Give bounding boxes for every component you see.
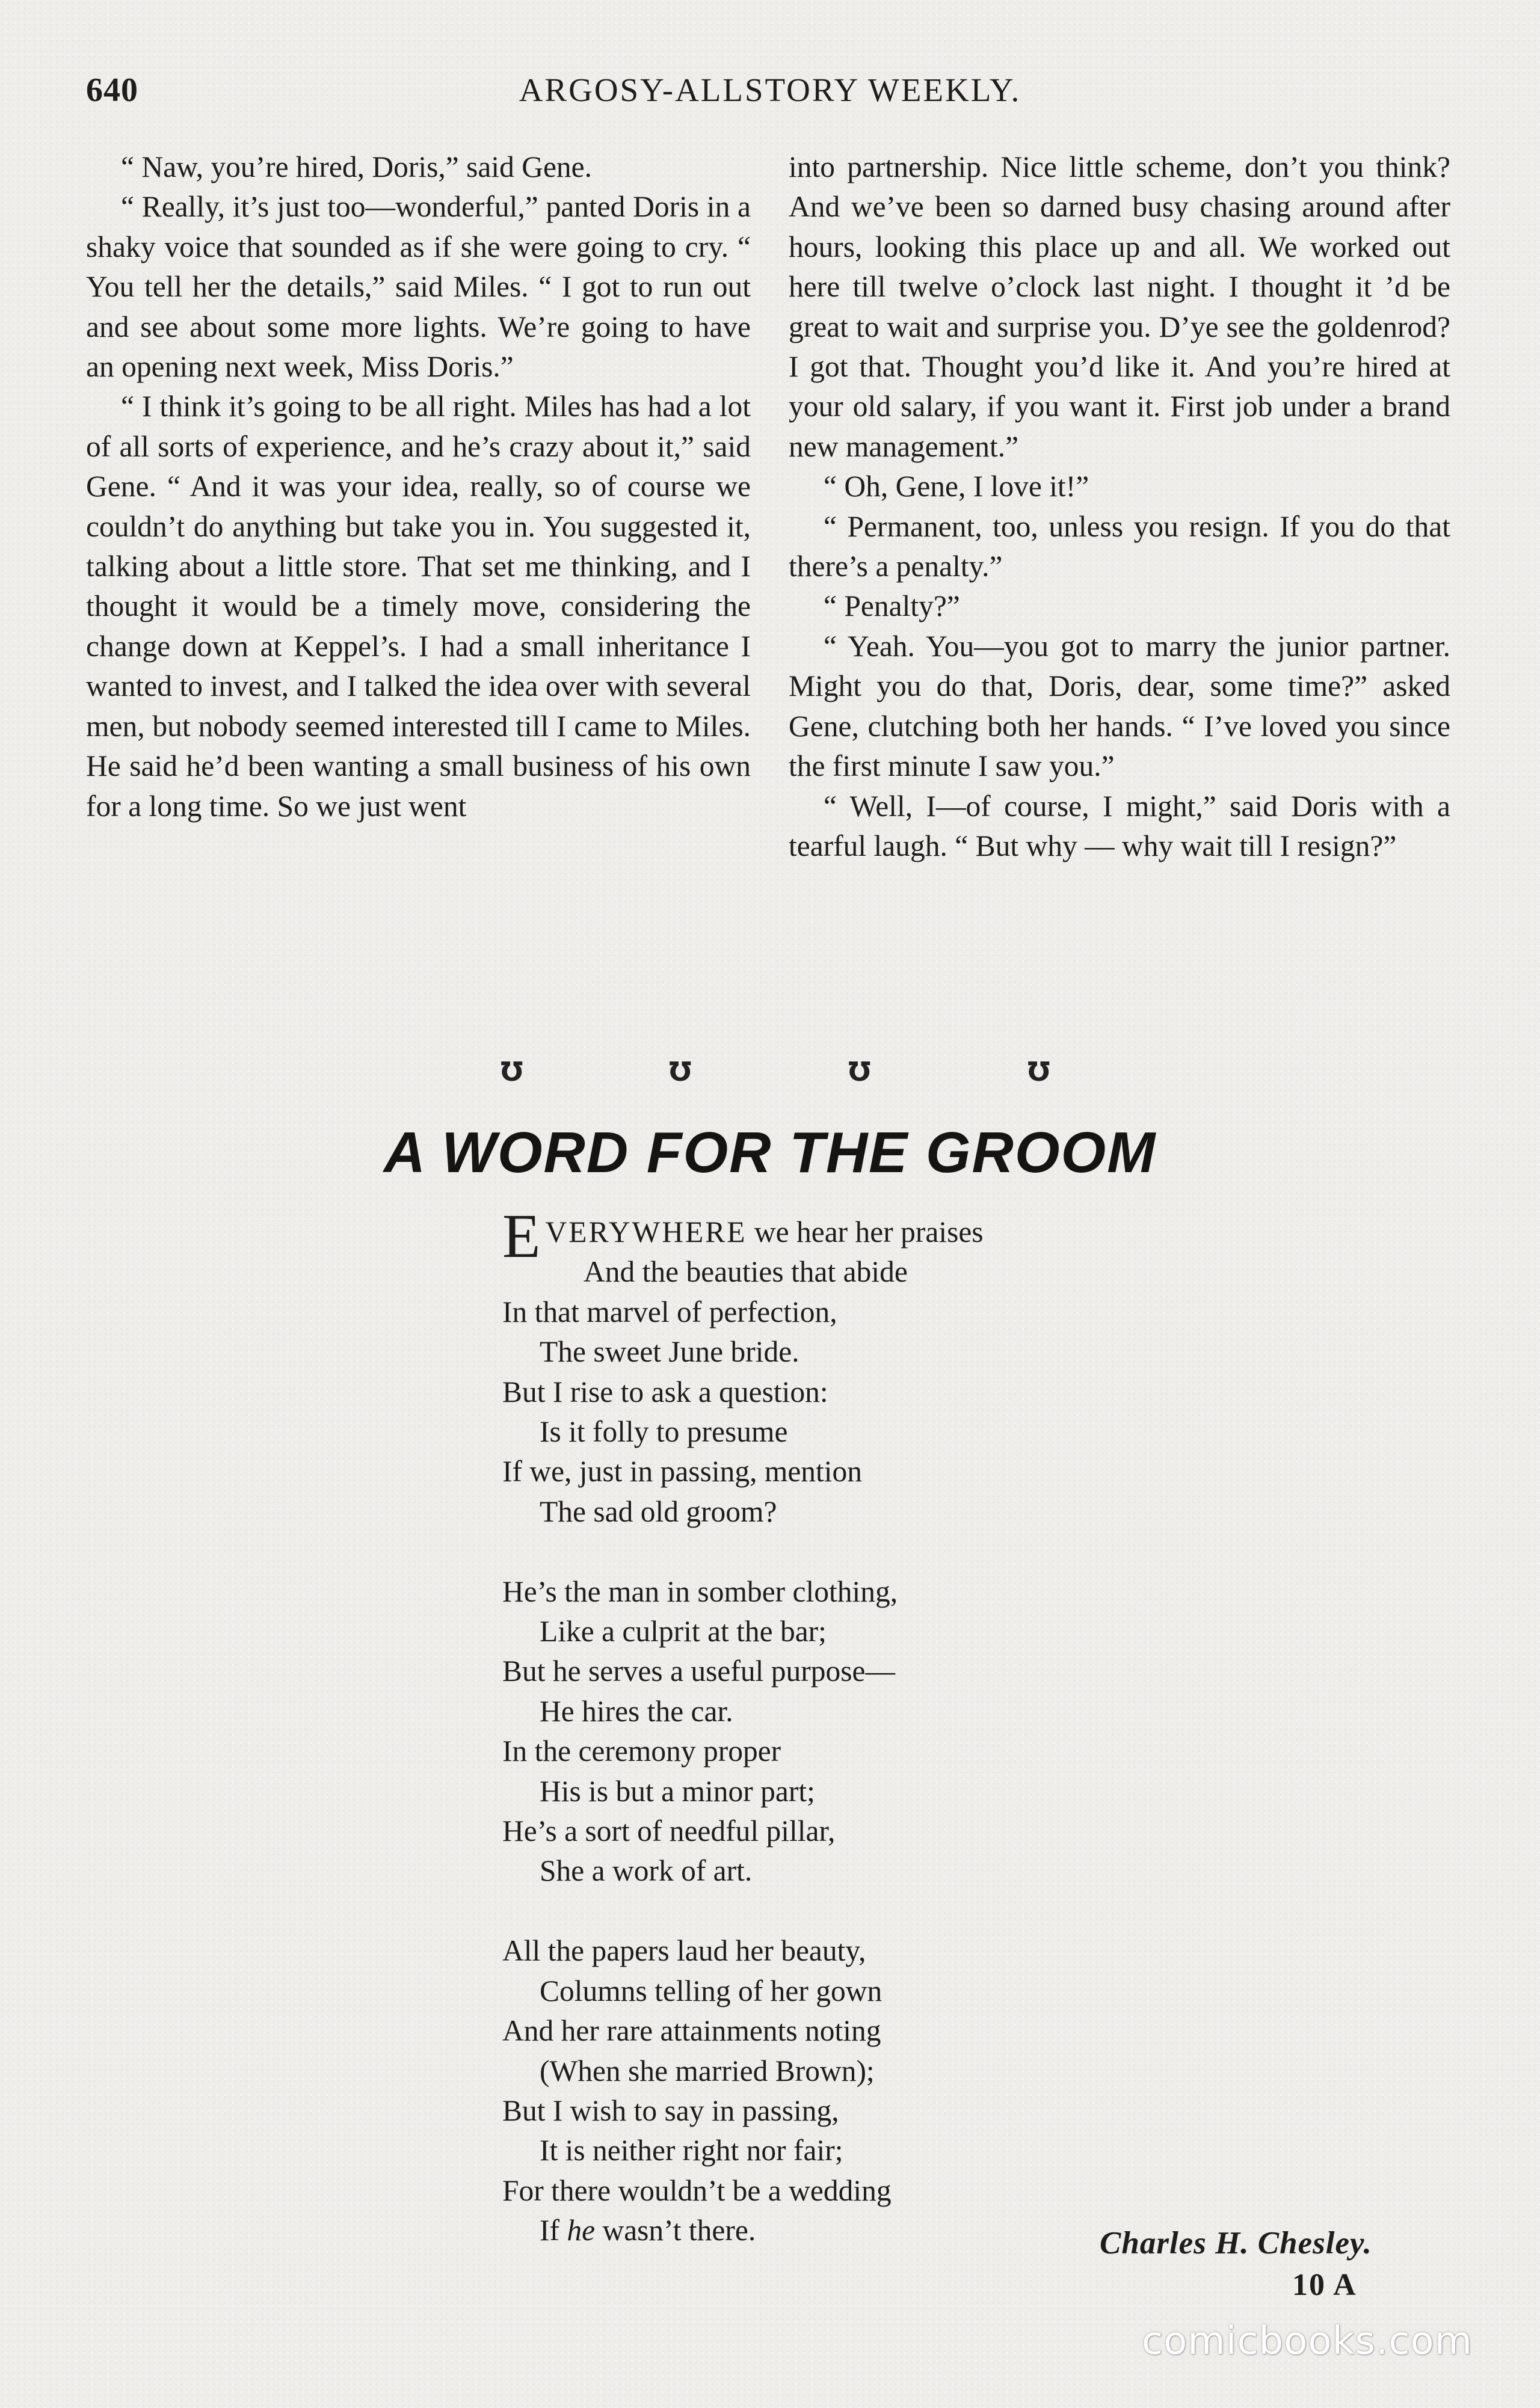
watermark: comicbooks.com <box>1142 2319 1473 2363</box>
horseshoe-ornament-icon: ℧ <box>500 1057 523 1087</box>
story-paragraph: “ I think it’s going to be all right. Miles has had a lot of all sorts of experience, and he’s crazy about it,” said Gene. “ And it was your idea, really, so of course we couldn’t do anything but take you in. You suggested it, talking about a little store. That set me thinking, and I thought it would be a timely move, considering the change down at Keppel’s. I had a small inheritance I wanted to invest, and I talked the idea over with several men, but nobody seemed interested till I came to Miles. He said he’d been wanting a small business of his own for a long time. So we just went <box>86 390 751 823</box>
ornament-row <box>0 1057 1540 1096</box>
poem-line: If we, just in passing, mention <box>502 1455 863 1488</box>
horseshoe-ornament-icon: ℧ <box>848 1057 871 1087</box>
poem-line: He’s a sort of needful pillar, <box>502 1814 836 1848</box>
story-right-column <box>789 147 1450 866</box>
poem-title: A WORD FOR THE GROOM <box>383 1120 1157 1185</box>
poem-line: But he serves a useful purpose— <box>502 1654 895 1688</box>
story-paragraph: “ Well, I—of course, I might,” said Doris with a tearful laugh. “ But why — why wait till I resign?” <box>789 789 1450 862</box>
poem-line: His is but a minor part; <box>540 1774 815 1808</box>
poem-line: In the ceremony proper <box>502 1734 781 1768</box>
story-paragraph-continuation: into partnership. Nice little scheme, don’t you think? And we’ve been so darned busy chasing around after hours, looking this place up and all. We worked out here till twelve o’clock last night. I thought it ’d be great to wait and surprise you. D’ye see the goldenrod? I got that. Thought you’d like it. And you’re hired at your old salary, if you want it. First job under a brand new management.” <box>789 150 1450 463</box>
poem-line: All the papers laud her beauty, <box>502 1934 866 1968</box>
poem-last-line-end: wasn’t there. <box>595 2214 756 2247</box>
poem-line: For there wouldn’t be a wedding <box>502 2173 892 2207</box>
poem-line: In that marvel of perfection, <box>502 1295 837 1328</box>
poem-line <box>502 1202 984 1271</box>
poem-emphasis: he <box>567 2214 596 2247</box>
poem-line: He’s the man in somber clothing, <box>502 1574 898 1608</box>
poem-line: But I wish to say in passing, <box>502 2093 839 2127</box>
poem-line: The sweet June bride. <box>540 1335 799 1369</box>
poem-line: (When she married Brown); <box>540 2054 875 2087</box>
story-paragraph: “ Really, it’s just too—wonderful,” panted Doris in a shaky voice that sounded as if she were going to cry. “ You tell her the details,” said Miles. “ I got to run out and see about some more lights. We’re going to have an opening next week, Miss Doris.” <box>86 190 751 384</box>
poem-line: But I rise to ask a question: <box>502 1375 828 1408</box>
story-paragraph: “ Penalty?” <box>824 589 960 623</box>
poem-line: It is neither right nor fair; <box>540 2134 843 2167</box>
running-head: ARGOSY-ALLSTORY WEEKLY. <box>519 72 1021 108</box>
poem-first-line-rest: we hear her praises <box>747 1215 984 1249</box>
poem-line: And the beauties that abide <box>584 1255 908 1289</box>
story-paragraph: “ Naw, you’re hired, Doris,” said Gene. <box>121 150 593 183</box>
poem-line: Is it folly to presume <box>540 1415 788 1449</box>
story-paragraph: “ Yeah. You—you got to marry the junior partner. Might you do that, Doris, dear, some time?” asked Gene, clutching both her hands. “ I’ve loved you since the first minute I saw you.” <box>789 629 1450 783</box>
poem-line: Like a culprit at the bar; <box>540 1615 827 1648</box>
story-paragraph: “ Permanent, too, unless you resign. If you do that there’s a penalty.” <box>789 509 1450 583</box>
signature-mark: 10 A <box>1292 2268 1357 2302</box>
poem-last-line-start: If <box>540 2214 567 2247</box>
poem-stanza <box>502 1572 984 1891</box>
poem <box>502 1202 984 2291</box>
poem-stanza <box>502 1931 984 2250</box>
horseshoe-ornament-icon: ℧ <box>669 1057 692 1087</box>
poem-line: He hires the car. <box>540 1694 733 1728</box>
poem-stanza <box>502 1202 984 1532</box>
horseshoe-ornament-icon: ℧ <box>1027 1057 1050 1087</box>
poem-line: And her rare attainments noting <box>502 2014 881 2048</box>
poem-line: She a work of art. <box>540 1854 753 1888</box>
story-paragraph: “ Oh, Gene, I love it!” <box>824 470 1089 503</box>
poem-author: Charles H. Chesley. <box>1100 2226 1372 2261</box>
poem-line: The sad old groom? <box>540 1494 777 1528</box>
page-number: 640 <box>86 72 138 109</box>
poem-line: Columns telling of her gown <box>540 1974 882 2007</box>
poem-first-word: VERYWHERE <box>545 1215 747 1249</box>
drop-cap: E <box>502 1202 541 1271</box>
story-left-column <box>86 147 751 826</box>
poem-line <box>502 2211 984 2250</box>
